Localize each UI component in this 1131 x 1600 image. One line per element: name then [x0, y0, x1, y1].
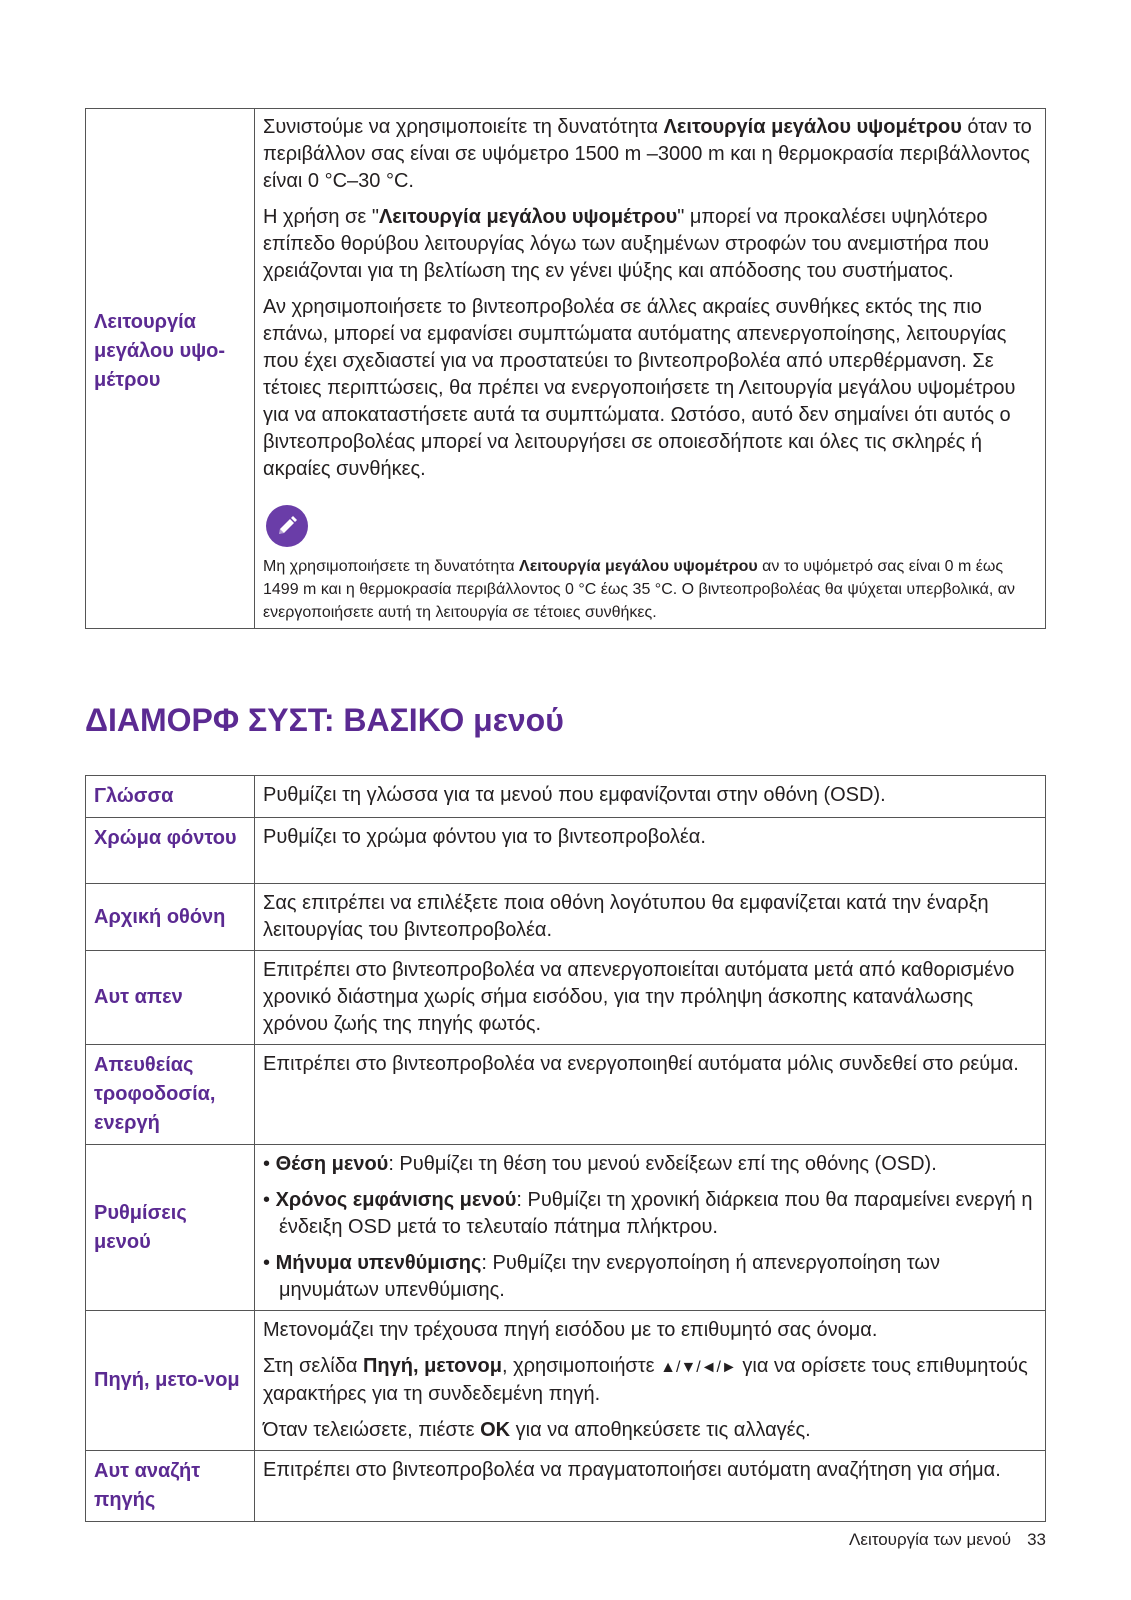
- row-description: [255, 1311, 1046, 1451]
- bold-term: Πηγή, μετονομ: [362, 1355, 502, 1377]
- bold-term: Λειτουργία μεγάλου υψομέτρου: [519, 558, 758, 575]
- note-text: [263, 555, 1037, 624]
- table-row: [86, 1311, 1046, 1451]
- text: για να ορίσετε τους επιθυμητούς χαρακτήρες για τη συνδεδεμένη πηγή.: [263, 1355, 1028, 1405]
- row-description: [255, 109, 1046, 629]
- table-row: [86, 109, 1046, 629]
- text: Μη χρησιμοποιήσετε τη δυνατότητα: [263, 558, 520, 575]
- table-row: [86, 884, 1046, 951]
- row-description: [255, 1145, 1046, 1311]
- section-title: ΔΙΑΜΟΡΦ ΣΥΣΤ: ΒΑΣΙΚΟ μενού: [85, 702, 564, 738]
- text: : Ρυθμίζει τη χρονική διάρκεια που θα παραμείνει ενεργή η ένδειξη OSD μετά το τελευταίο πάτημα πλήκτρου.: [279, 1189, 1033, 1238]
- text: αν το υψόμετρό σας είναι 0 m έως 1499 m και η θερμοκρασία περιβάλλοντος 0 °C έως 35 °C. Ο βιντεοπροβολέας θα ψύχεται υπερβολικά, αν ενεργοποιήσετε αυτή τη λειτουργία σε τέτοιες συνθήκες.: [263, 558, 1015, 621]
- high-altitude-table: [85, 108, 1046, 629]
- bold-term: Χρόνος εμφάνισης μενού: [275, 1189, 517, 1211]
- footer-chapter: Λειτουργία των μενού: [849, 1530, 1012, 1549]
- text: για να αποθηκεύσετε τις αλλαγές.: [510, 1419, 811, 1441]
- row-description: Ρυθμίζει τη γλώσσα για τα μενού που εμφανίζονται στην οθόνη (OSD).: [255, 776, 1046, 818]
- paragraph: [263, 204, 1037, 285]
- text: " μπορεί να προκαλέσει υψηλότερο επίπεδο θορύβου λειτουργίας λόγω των αυξημένων στροφών του ανεμιστήρα που χρειάζονται για τη βελτίωση της εν γένει ψύξης και απόδοσης του συστήματος.: [263, 206, 989, 282]
- table-row: [86, 1045, 1046, 1145]
- table-row: [86, 818, 1046, 884]
- row-label: Πηγή, μετο-νομ: [86, 1311, 255, 1451]
- row-description: Ρυθμίζει το χρώμα φόντου για το βιντεοπροβολέα.: [255, 818, 1046, 884]
- bold-term: Λειτουργία μεγάλου υψομέτρου: [663, 116, 962, 138]
- list-item: • Θέση μενού: Ρυθμίζει τη θέση του μενού ενδείξεων επί της οθόνης (OSD).: [263, 1153, 937, 1175]
- text: : Ρυθμίζει τη θέση του μενού ενδείξεων επί της οθόνης (OSD).: [388, 1153, 937, 1175]
- row-description: Σας επιτρέπει να επιλέξετε ποια οθόνη λογότυπου θα εμφανίζεται κατά την έναρξη λειτουργίας του βιντεοπροβολέα.: [255, 884, 1046, 951]
- row-label: Αρχική οθόνη: [86, 884, 255, 951]
- text: , χρησιμοποιήστε: [501, 1355, 661, 1377]
- paragraph: Αν χρησιμοποιήσετε το βιντεοπροβολέα σε άλλες ακραίες συνθήκες εκτός της πιο επάνω, μπορεί να εμφανίσει συμπτώματα αυτόματης απενεργοποίησης, λειτουργίας που έχει σχεδιαστεί για να προστατεύει το βιντεοπροβολέα από υπερθέρμανση. Σε τέτοιες περιπτώσεις, θα πρέπει να ενεργοποιήσετε τη Λειτουργία μεγάλου υψομέτρου για να αποκαταστήσετε αυτά τα συμπτώματα. Ωστόσο, αυτό δεν σημαίνει ότι αυτός ο βιντεοπροβολέας μπορεί να λειτουργήσει σε οποιεσδήποτε και όλες τις σκληρές ή ακραίες συνθήκες.: [263, 296, 1016, 480]
- row-description: Επιτρέπει στο βιντεοπροβολέα να απενεργοποιείται αυτόματα μετά από καθορισμένο χρονικό διάστημα χωρίς σήμα εισόδου, για την πρόληψη άσκοπης κατανάλωσης χρόνου ζωής της πηγής φωτός.: [255, 951, 1046, 1045]
- bold-term: Θέση μενού: [275, 1153, 389, 1175]
- text: Συνιστούμε να χρησιμοποιείτε τη δυνατότητα: [263, 116, 664, 138]
- list-item: • Μήνυμα υπενθύμισης: Ρυθμίζει την ενεργοποίηση ή απενεργοποίηση των μηνυμάτων υπενθύμισης.: [263, 1252, 941, 1301]
- text: Η χρήση σε ": [263, 206, 379, 228]
- arrow-keys-icon: ▲/▼/◄/►: [660, 1359, 737, 1376]
- table-row: [86, 776, 1046, 818]
- row-label: Γλώσσα: [86, 776, 255, 818]
- table-row: [86, 1145, 1046, 1311]
- row-description: Επιτρέπει στο βιντεοπροβολέα να ενεργοποιηθεί αυτόματα μόλις συνδεθεί στο ρεύμα.: [255, 1045, 1046, 1145]
- table-row: [86, 951, 1046, 1045]
- row-label: Λειτουργία μεγάλου υψο-μέτρου: [86, 109, 255, 629]
- row-label: Αυτ αναζήτ πηγής: [86, 1451, 255, 1522]
- paragraph: [263, 1353, 1037, 1408]
- bold-term: Μήνυμα υπενθύμισης: [275, 1252, 482, 1274]
- text: : Ρυθμίζει την ενεργοποίηση ή απενεργοποίηση των μηνυμάτων υπενθύμισης.: [279, 1252, 941, 1301]
- row-label: Αυτ απεν: [86, 951, 255, 1045]
- text: Όταν τελειώσετε, πιέστε: [263, 1419, 481, 1441]
- row-label: Χρώμα φόντου: [86, 818, 255, 884]
- row-label: Απευθείας τροφοδοσία, ενεργή: [86, 1045, 255, 1145]
- list-item: • Χρόνος εμφάνισης μενού: Ρυθμίζει τη χρονική διάρκεια που θα παραμείνει ενεργή η ένδειξη OSD μετά το τελευταίο πάτημα πλήκτρου.: [263, 1189, 1033, 1238]
- paragraph: Μετονομάζει την τρέχουσα πηγή εισόδου με το επιθυμητό σας όνομα.: [263, 1319, 878, 1341]
- pencil-note-icon: [266, 505, 308, 547]
- page-footer: [849, 1530, 1046, 1550]
- paragraph: [263, 1417, 1037, 1444]
- basic-menu-table: [85, 775, 1046, 1522]
- page-number: 33: [1027, 1530, 1046, 1549]
- row-description: Επιτρέπει στο βιντεοπροβολέα να πραγματοποιήσει αυτόματη αναζήτηση για σήμα.: [255, 1451, 1046, 1522]
- paragraph: [263, 114, 1037, 195]
- row-label: Ρυθμίσεις μενού: [86, 1145, 255, 1311]
- bold-term: OK: [480, 1419, 511, 1441]
- table-row: [86, 1451, 1046, 1522]
- bold-term: Λειτουργία μεγάλου υψομέτρου: [378, 206, 678, 228]
- bullet-list: [263, 1151, 1037, 1304]
- text: Στη σελίδα: [263, 1355, 363, 1377]
- text: όταν το περιβάλλον σας είναι σε υψόμετρο 1500 m –3000 m και η θερμοκρασία περιβάλλοντος είναι 0 °C–30 °C.: [263, 116, 1032, 192]
